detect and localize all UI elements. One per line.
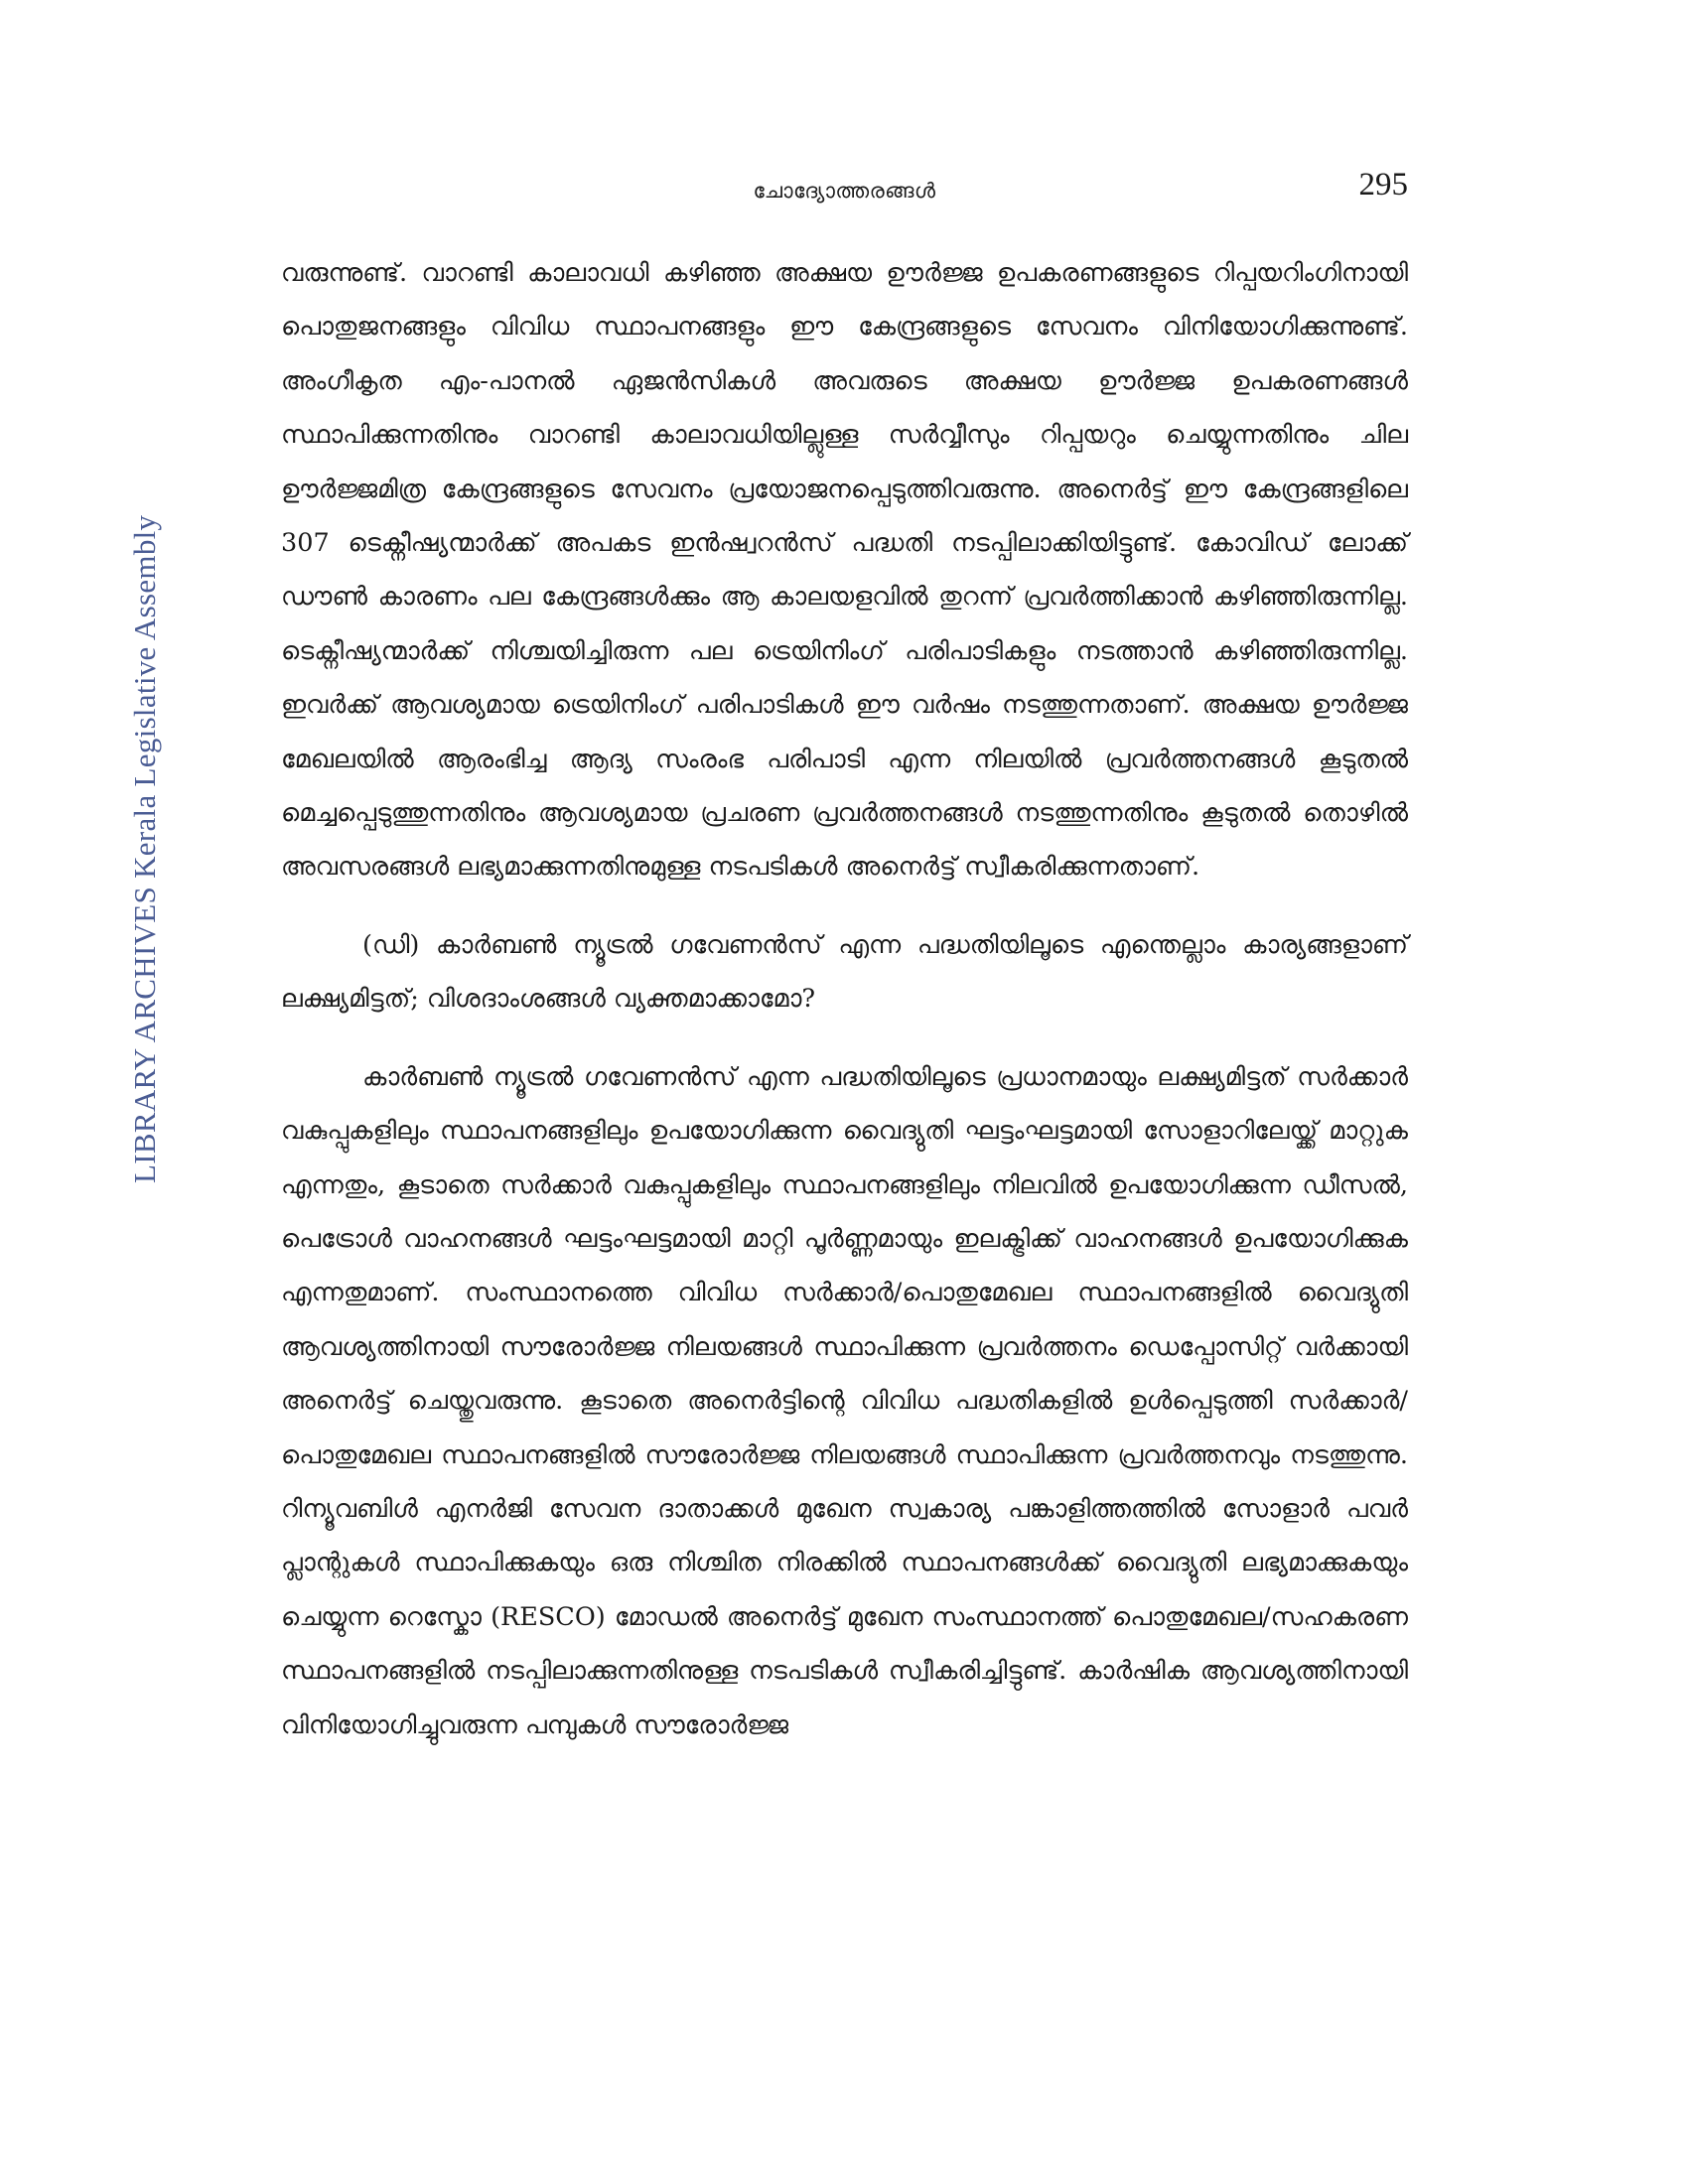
running-header <box>281 167 1408 216</box>
paragraph-answer-continued: വരുന്നുണ്ട്. വാറണ്ടി കാലാവധി കഴിഞ്ഞ അക്ഷയ ഊർജ്ജ ഉപകരണങ്ങളുടെ റിപ്പയറിംഗിനായി പൊതുജനങ്ങളും വിവിധ സ്ഥാപനങ്ങളും ഈ കേന്ദ്രങ്ങളുടെ സേവനം വിനിയോഗിക്കുന്നുണ്ട്. അംഗീകൃത എം-പാനൽ ഏജൻസികൾ അവരുടെ അക്ഷയ ഊർജ്ജ ഉപകരണങ്ങൾ സ്ഥാപിക്കുന്നതിനും വാറണ്ടി കാലാവധിയില്ലുള്ള സർവ്വീസും റിപ്പയറും ചെയ്യുന്നതിനും ചില ഊർജ്ജമിത്ര കേന്ദ്രങ്ങളുടെ സേവനം പ്രയോജനപ്പെടുത്തിവരുന്നു. അനെർട്ട് ഈ കേന്ദ്രങ്ങളിലെ 307 ടെക്നീഷ്യന്മാർക്ക് അപകട ഇൻഷ്വറൻസ് പദ്ധതി നടപ്പിലാക്കിയിട്ടുണ്ട്. കോവിഡ് ലോക്ക് ഡൗൺ കാരണം പല കേന്ദ്രങ്ങൾക്കും ആ കാലയളവിൽ തുറന്ന് പ്രവർത്തിക്കാൻ കഴിഞ്ഞിരുന്നില്ല. ടെക്നീഷ്യന്മാർക്ക് നിശ്ചയിച്ചിരുന്ന പല ട്രെയിനിംഗ് പരിപാടികളും നടത്താൻ കഴിഞ്ഞിരുന്നില്ല. ഇവർക്ക് ആവശ്യമായ ട്രെയിനിംഗ് പരിപാടികൾ ഈ വർഷം നടത്തുന്നതാണ്. അക്ഷയ ഊർജ്ജ മേഖലയിൽ ആരംഭിച്ച ആദ്യ സംരംഭ പരിപാടി എന്ന നിലയിൽ പ്രവർത്തനങ്ങൾ കൂടുതൽ മെച്ചപ്പെടുത്തുന്നതിനും ആവശ്യമായ പ്രചരണ പ്രവർത്തനങ്ങൾ നടത്തുന്നതിനും കൂടുതൽ തൊഴിൽ അവസരങ്ങൾ ലഭ്യമാക്കുന്നതിനുമുള്ള നടപടികൾ അനെർട്ട് സ്വീകരിക്കുന്നതാണ്. <box>281 258 1408 883</box>
paragraph-answer-d: കാർബൺ ന്യൂട്രൽ ഗവേണൻസ് എന്ന പദ്ധതിയിലൂടെ പ്രധാനമായും ലക്ഷ്യമിട്ടത് സർക്കാർ വകുപ്പുകളിലും സ്ഥാപനങ്ങളിലും ഉപയോഗിക്കുന്ന വൈദ്യുതി ഘട്ടംഘട്ടമായി സോളാറിലേയ്ക്ക് മാറ്റുക എന്നതും, കൂടാതെ സർക്കാർ വകുപ്പുകളിലും സ്ഥാപനങ്ങളിലും നിലവിൽ ഉപയോഗിക്കുന്ന ഡീസൽ, പെട്രോൾ വാഹനങ്ങൾ ഘട്ടംഘട്ടമായി മാറ്റി പൂർണ്ണമായും ഇലക്ട്രിക്ക് വാഹനങ്ങൾ ഉപയോഗിക്കുക എന്നതുമാണ്. സംസ്ഥാനത്തെ വിവിധ സർക്കാർ/പൊതുമേഖല സ്ഥാപനങ്ങളിൽ വൈദ്യുതി ആവശ്യത്തിനായി സൗരോർജ്ജ നിലയങ്ങൾ സ്ഥാപിക്കുന്ന പ്രവർത്തനം ഡെപ്പോസിറ്റ് വർക്കായി അനെർട്ട് ചെയ്തുവരുന്നു. കൂടാതെ അനെർട്ടിന്റെ വിവിധ പദ്ധതികളിൽ ഉൾപ്പെടുത്തി സർക്കാർ/ പൊതുമേഖല സ്ഥാപനങ്ങളിൽ സൗരോർജ്ജ നിലയങ്ങൾ സ്ഥാപിക്കുന്ന പ്രവർത്തനവും നടത്തുന്നു. റിന്യൂവബിൾ എനർജി സേവന ദാതാക്കൾ മുഖേന സ്വകാര്യ പങ്കാളിത്തത്തിൽ സോളാർ പവർ പ്ലാന്റുകൾ സ്ഥാപിക്കുകയും ഒരു നിശ്ചിത നിരക്കിൽ സ്ഥാപനങ്ങൾക്ക് വൈദ്യുതി ലഭ്യമാക്കുകയും ചെയ്യുന്ന റെസ്കോ (RESCO) മോഡൽ അനെർട്ട് മുഖേന സംസ്ഥാനത്ത് പൊതുമേഖല/സഹകരണ സ്ഥാപനങ്ങളിൽ നടപ്പിലാക്കുന്നതിനുള്ള നടപടികൾ സ്വീകരിച്ചിട്ടുണ്ട്. കാർഷിക ആവശ്യത്തിനായി വിനിയോഗിച്ചുവരുന്ന പമ്പുകൾ സൗരോർജ്ജ <box>281 1061 1408 1740</box>
header-title: ചോദ്യോത്തരങ്ങൾ <box>753 179 936 203</box>
body-text <box>281 246 1408 1752</box>
page-number: 295 <box>1358 167 1408 203</box>
paragraph-question-d: (ഡി) കാർബൺ ന്യൂട്രൽ ഗവേണൻസ് എന്ന പദ്ധതിയിലൂടെ എന്തെല്ലാം കാര്യങ്ങളാണ് ലക്ഷ്യമിട്ടത്; വിശദാംശങ്ങൾ വ്യക്തമാക്കാമോ? <box>281 929 1408 1015</box>
archive-watermark: LIBRARY ARCHIVES Kerala Legislative Assembly <box>127 514 162 1183</box>
